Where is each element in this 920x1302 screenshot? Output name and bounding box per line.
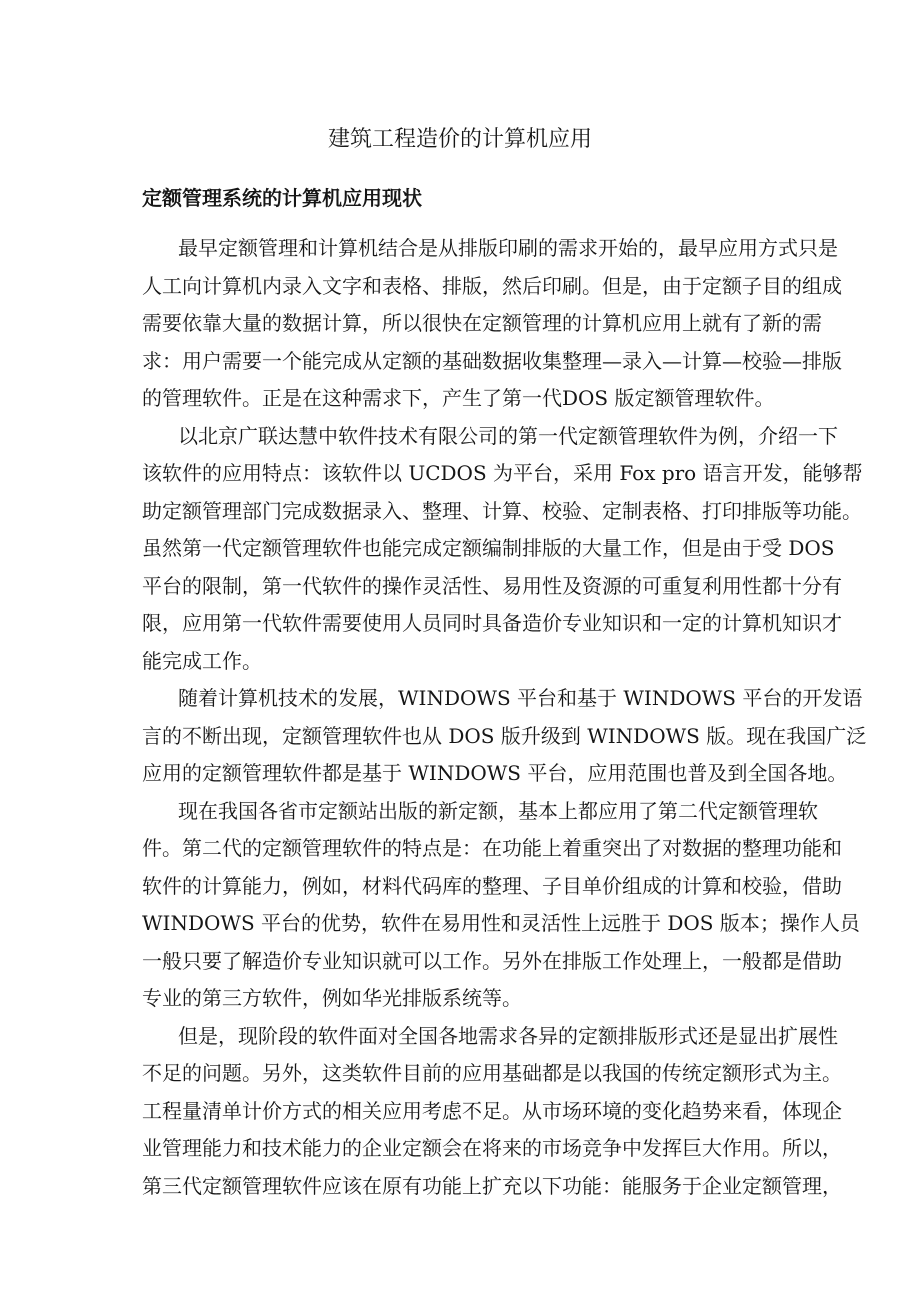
- paragraph-line: 专业的第三方软件，例如华光排版系统等。: [142, 986, 522, 1010]
- paragraph-line: WINDOWS 平台的优势，软件在易用性和灵活性上远胜于 DOS 版本；操作人员: [142, 911, 860, 935]
- paragraph-line: 求：用户需要一个能完成从定额的基础数据收集整理—录入—计算—校验—排版: [142, 348, 842, 373]
- paragraph-line: 以北京广联达慧中软件技术有限公司的第一代定额管理软件为例，介绍一下: [178, 423, 838, 448]
- paragraph-line: 业管理能力和技术能力的企业定额会在将来的市场竞争中发挥巨大作用。所以，: [142, 1136, 842, 1160]
- document-title: 建筑工程造价的计算机应用: [327, 127, 592, 152]
- paragraph-line: 现在我国各省市定额站出版的新定额，基本上都应用了第二代定额管理软: [178, 798, 818, 823]
- paragraph-line: 应用的定额管理软件都是基于 WINDOWS 平台，应用范围也普及到全国各地。: [142, 761, 848, 785]
- paragraph-line: 一般只要了解造价专业知识就可以工作。另外在排版工作处理上，一般都是借助: [142, 948, 842, 973]
- paragraph-line: 人工向计算机内录入文字和表格、排版，然后印刷。但是，由于定额子目的组成: [142, 273, 842, 298]
- paragraph-line: 虽然第一代定额管理软件也能完成定额编制排版的大量工作，但是由于受 DOS: [142, 536, 835, 560]
- paragraph: [142, 232, 842, 420]
- paragraph-line: 该软件的应用特点：该软件以 UCDOS 为平台，采用 Fox pro 语言开发，能够帮: [142, 461, 863, 485]
- section-heading: 定额管理系统的计算机应用现状: [142, 186, 422, 210]
- paragraph: [142, 420, 863, 683]
- paragraph: [142, 795, 860, 1020]
- paragraph: [142, 1020, 842, 1208]
- paragraph-line: 言的不断出现，定额管理软件也从 DOS 版升级到 WINDOWS 版。现在我国广泛: [142, 723, 867, 748]
- paragraph-line: 件。第二代的定额管理软件的特点是：在功能上着重突出了对数据的整理功能和: [142, 836, 842, 860]
- paragraph: [142, 682, 867, 795]
- paragraph-line: 但是，现阶段的软件面对全国各地需求各异的定额排版形式还是显出扩展性: [178, 1023, 838, 1048]
- paragraph-line: 软件的计算能力，例如，材料代码库的整理、子目单价组成的计算和校验，借助: [142, 873, 842, 898]
- paragraph-line: 工程量清单计价方式的相关应用考虑不足。从市场环境的变化趋势来看，体现企: [142, 1098, 842, 1123]
- paragraph-line: 需要依靠大量的数据计算，所以很快在定额管理的计算机应用上就有了新的需: [142, 311, 822, 335]
- paragraph-line: 平台的限制，第一代软件的操作灵活性、易用性及资源的可重复利用性都十分有: [142, 573, 842, 598]
- paragraph-line: 助定额管理部门完成数据录入、整理、计算、校验、定制表格、打印排版等功能。: [142, 498, 862, 523]
- paragraph-line: 不足的问题。另外，这类软件目前的应用基础都是以我国的传统定额形式为主。: [142, 1061, 842, 1085]
- paragraph-line: 能完成工作。: [142, 648, 262, 673]
- paragraph-line: 最早定额管理和计算机结合是从排版印刷的需求开始的，最早应用方式只是: [178, 236, 838, 260]
- paragraph-line: 限，应用第一代软件需要使用人员同时具备造价专业知识和一定的计算机知识才: [142, 611, 842, 635]
- document-body: [142, 232, 867, 1207]
- paragraph-line: 第三代定额管理软件应该在原有功能上扩充以下功能：能服务于企业定额管理，: [142, 1173, 842, 1198]
- paragraph-line: 的管理软件。正是在这种需求下，产生了第一代DOS 版定额管理软件。: [142, 386, 775, 410]
- paragraph-line: 随着计算机技术的发展，WINDOWS 平台和基于 WINDOWS 平台的开发语: [178, 686, 863, 710]
